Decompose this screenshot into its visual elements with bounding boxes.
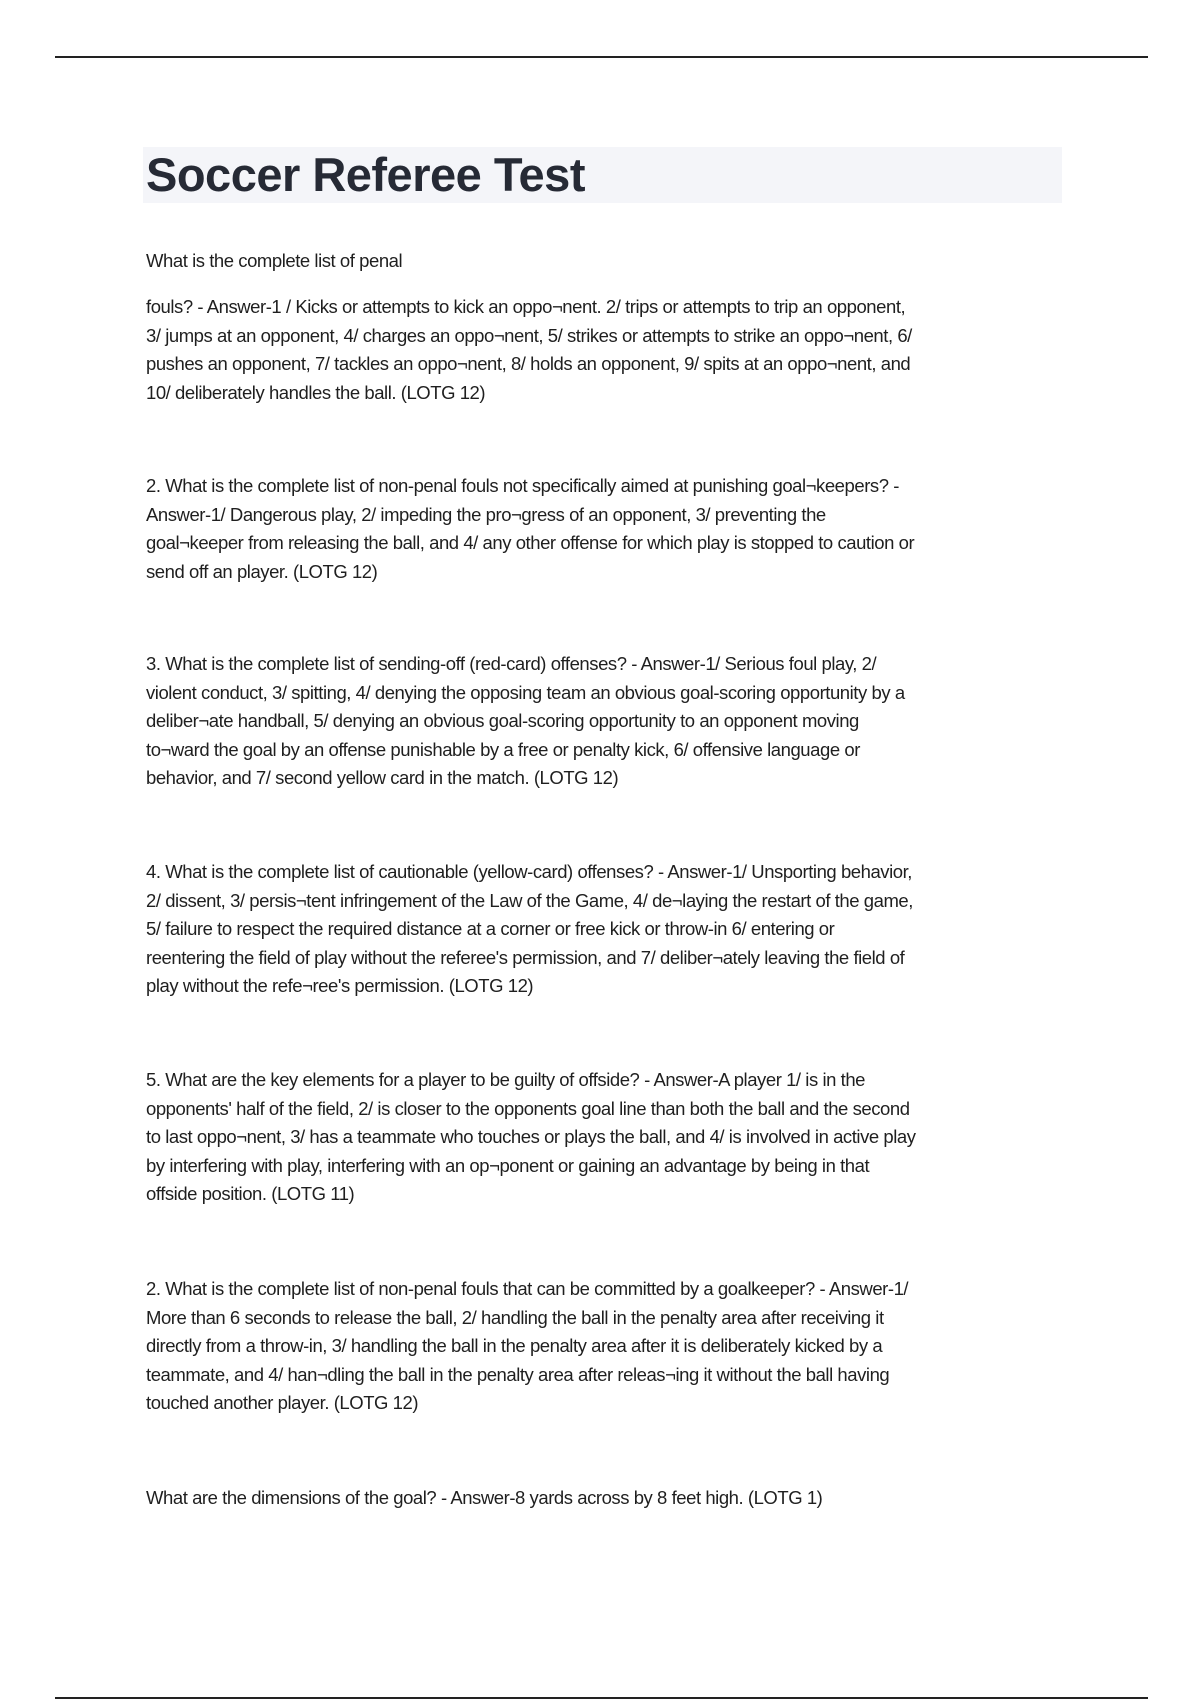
text-line: 2. What is the complete list of non-penal fouls not specifically aimed at punishing goal¬keepers? -: [146, 475, 899, 496]
text-line: 5/ failure to respect the required distance at a corner or free kick or throw-in 6/ entering or: [146, 918, 835, 940]
question-paragraph: [146, 293, 912, 407]
text-line: touched another player. (LOTG 12): [146, 1392, 419, 1414]
text-line: 5. What are the key elements for a player to be guilty of offside? - Answer-A player 1/ is in the: [146, 1069, 866, 1090]
question-paragraph: [146, 247, 402, 276]
text-line: 3. What is the complete list of sending-off (red-card) offenses? - Answer-1/ Serious foul play, 2/: [146, 653, 877, 674]
text-line: 4. What is the complete list of cautionable (yellow-card) offenses? - Answer-1/ Unsporting behavior,: [146, 861, 912, 882]
question-paragraph: [146, 1484, 822, 1513]
text-line: to last oppo¬nent, 3/ has a teammate who touches or plays the ball, and 4/ is involved in active play: [146, 1126, 916, 1148]
question-paragraph: [146, 858, 913, 1001]
text-line: deliber¬ate handball, 5/ denying an obvious goal-scoring opportunity to an opponent moving: [146, 710, 859, 732]
text-line: fouls? - Answer-1 / Kicks or attempts to kick an oppo¬nent. 2/ trips or attempts to trip an opponent,: [146, 296, 906, 317]
text-line: goal¬keeper from releasing the ball, and 4/ any other offense for which play is stopped to caution or: [146, 532, 915, 554]
text-line: pushes an opponent, 7/ tackles an oppo¬nent, 8/ holds an opponent, 9/ spits at an oppo¬nent, and: [146, 353, 911, 375]
top-rule: [55, 56, 1148, 58]
text-line: 2/ dissent, 3/ persis¬tent infringement of the Law of the Game, 4/ de¬laying the restart of the game,: [146, 889, 913, 911]
document-title: Soccer Referee Test: [146, 148, 585, 201]
text-line: More than 6 seconds to release the ball, 2/ handling the ball in the penalty area after receiving it: [146, 1306, 884, 1328]
text-line: 2. What is the complete list of non-penal fouls that can be committed by a goalkeeper? - Answer-1/: [146, 1278, 909, 1299]
text-line: behavior, and 7/ second yellow card in the match. (LOTG 12): [146, 767, 619, 789]
text-line: opponents' half of the field, 2/ is closer to the opponents goal line than both the ball and the second: [146, 1097, 910, 1119]
title-banner: [143, 147, 1062, 203]
text-line: teammate, and 4/ han¬dling the ball in the penalty area after releas¬ing it without the ball having: [146, 1363, 890, 1385]
text-line: directly from a throw-in, 3/ handling the ball in the penalty area after it is deliberately kicked by a: [146, 1335, 883, 1357]
text-line: offside position. (LOTG 11): [146, 1183, 355, 1205]
text-line: play without the refe¬ree's permission. (LOTG 12): [146, 975, 534, 997]
text-line: to¬ward the goal by an offense punishable by a free or penalty kick, 6/ offensive language or: [146, 738, 860, 760]
text-line: reentering the field of play without the referee's permission, and 7/ deliber¬ately leaving the field of: [146, 946, 905, 968]
question-paragraph: [146, 1275, 908, 1418]
text-line: by interfering with play, interfering with an op¬ponent or gaining an advantage by being in that: [146, 1154, 870, 1176]
text-line: What are the dimensions of the goal? - Answer-8 yards across by 8 feet high. (LOTG 1): [146, 1487, 823, 1508]
question-paragraph: [146, 472, 914, 586]
text-line: 3/ jumps at an opponent, 4/ charges an oppo¬nent, 5/ strikes or attempts to strike an oppo¬nent, 6/: [146, 324, 912, 346]
text-line: 10/ deliberately handles the ball. (LOTG 12): [146, 381, 486, 403]
question-paragraph: [146, 650, 905, 793]
text-line: Answer-1/ Dangerous play, 2/ impeding the pro¬gress of an opponent, 3/ preventing the: [146, 503, 826, 525]
text-line: What is the complete list of penal: [146, 250, 403, 271]
text-line: send off an player. (LOTG 12): [146, 560, 378, 582]
bottom-rule: [55, 1697, 1148, 1699]
text-line: violent conduct, 3/ spitting, 4/ denying the opposing team an obvious goal-scoring opportunity by a: [146, 681, 905, 703]
question-paragraph: [146, 1066, 916, 1209]
